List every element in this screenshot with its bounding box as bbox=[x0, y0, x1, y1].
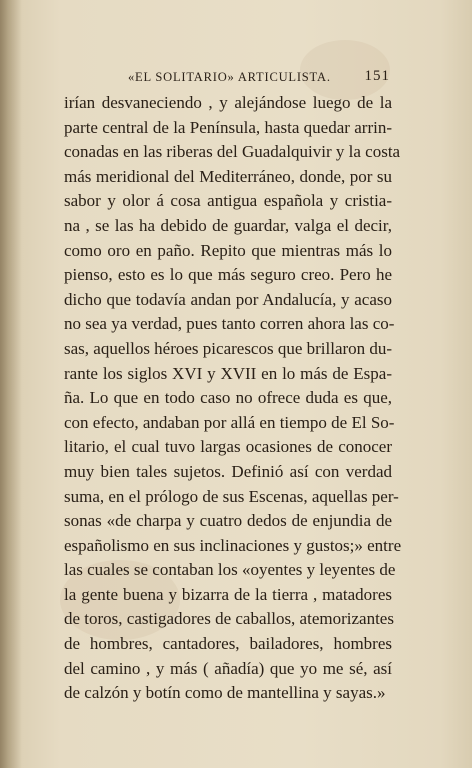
page-number: 151 bbox=[364, 68, 390, 84]
text-line: sabor y olor á cosa antigua española y cristia- bbox=[64, 191, 392, 211]
text-line: suma, en el prólogo de sus Escenas, aquellas per- bbox=[64, 486, 399, 506]
text-line: sonas «de charpa y cuatro dedos de enjundia de bbox=[64, 511, 392, 531]
text-line: no sea ya verdad, pues tanto corren ahora las co- bbox=[64, 314, 395, 334]
text-line: dicho que todavía andan por Andalucía, y acaso bbox=[64, 289, 392, 309]
running-head bbox=[128, 70, 390, 90]
text-line: como oro en paño. Repito que mientras más lo bbox=[64, 240, 392, 260]
text-line: de hombres, cantadores, bailadores, hombres bbox=[64, 634, 392, 654]
running-head-title: «EL SOLITARIO» ARTICULISTA. bbox=[128, 70, 331, 84]
text-line: sas, aquellos héroes picarescos que brillaron du- bbox=[64, 338, 393, 358]
text-line: conadas en las riberas del Guadalquivir y la costa bbox=[64, 142, 401, 162]
text-line: na , se las ha debido de guardar, valga el decir, bbox=[64, 215, 392, 235]
text-line: de toros, castigadores de caballos, atemorizantes bbox=[64, 609, 394, 629]
text-line: ña. Lo que en todo caso no ofrece duda es que, bbox=[64, 388, 392, 408]
text-line: pienso, esto es lo que más seguro creo. Pero he bbox=[64, 265, 392, 285]
text-line: más meridional del Mediterráneo, donde, por su bbox=[64, 166, 392, 186]
text-line: irían desvaneciendo , y alejándose luego de la bbox=[64, 93, 392, 112]
text-line: muy bien tales sujetos. Definió así con verdad bbox=[64, 461, 392, 481]
text-line: de calzón y botín como de mantellina y sayas.» bbox=[64, 683, 386, 703]
text-line: litario, el cual tuvo largas ocasiones de conocer bbox=[64, 437, 392, 457]
text-line: del camino , y más ( añadía) que yo me sé, así bbox=[64, 658, 392, 678]
text-line: rante los siglos XVI y XVII en lo más de Espa- bbox=[64, 363, 392, 383]
text-line: la gente buena y bizarra de la tierra , matadores bbox=[64, 584, 392, 604]
text-line: las cuales se contaban los «oyentes y leyentes de bbox=[64, 560, 396, 580]
text-line: con efecto, andaban por allá en tiempo de El So- bbox=[64, 412, 395, 432]
text-line: parte central de la Península, hasta quedar arrin- bbox=[64, 117, 392, 137]
text-line: españolismo en sus inclinaciones y gustos;» entre bbox=[64, 535, 402, 555]
body-text bbox=[64, 91, 402, 706]
